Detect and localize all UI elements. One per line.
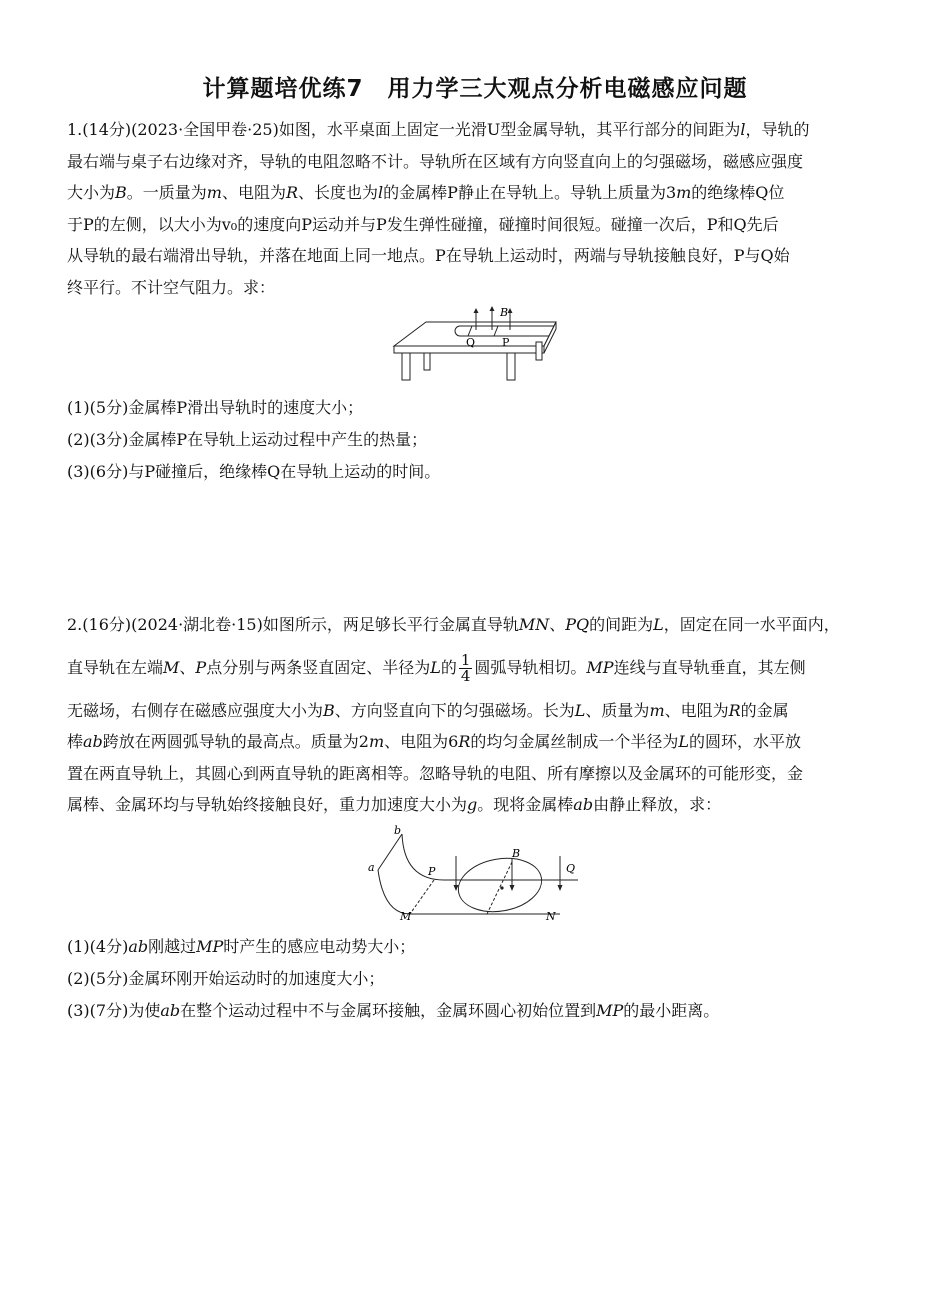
q2-sub-1: (1)(4分)ab刚越过MP时产生的感应电动势大小； xyxy=(67,937,416,956)
arrow-head xyxy=(510,885,515,891)
arrow-head xyxy=(474,308,479,313)
q1-line-4: 于P的左侧，以大小为v₀的速度向P运动并与P发生弹性碰撞，碰撞时间很短。碰撞一次后，P和Q先后 xyxy=(67,214,779,234)
q2-line-3: 无磁场，右侧存在磁感应强度大小为B、方向竖直向下的匀强磁场。长为L、质量为m、电阻为R的金属 xyxy=(67,700,789,720)
label-b: b xyxy=(394,824,402,837)
q2-line-4: 棒ab跨放在两圆弧导轨的最高点。质量为2m、电阻为6R的均匀金属丝制成一个半径为L的圆环，水平放 xyxy=(67,732,802,751)
arrow-head xyxy=(454,885,459,891)
q2-line-5: 置在两直导轨上，其圆心到两直导轨的距离相等。忽略导轨的电阻、所有摩擦以及金属环的可能形变，金 xyxy=(67,763,804,783)
arc-rail-front xyxy=(378,870,410,914)
label-b: B xyxy=(500,306,509,319)
q1-line-2: 最右端与桌子右边缘对齐，导轨的电阻忽略不计。导轨所在区域有方向竖直向上的匀强磁场，磁感应强度 xyxy=(67,151,804,171)
q2-line-1: 2.(16分)(2024·湖北卷·15)如图所示，两足够长平行金属直导轨MN、PQ的间距为L，固定在同一水平面内， xyxy=(67,615,840,634)
fraction-quarter: $\frac{1}{4}$ xyxy=(460,650,471,685)
q1-line-6: 终平行。不计空气阻力。求： xyxy=(67,277,276,297)
label-q: Q xyxy=(566,862,576,875)
q2-stem xyxy=(67,609,883,821)
ring-dashed xyxy=(486,862,512,916)
label-a: a xyxy=(368,861,375,874)
table-leg xyxy=(507,353,515,380)
label-field-b: B xyxy=(512,847,521,860)
q1-sub-2: (2)(3分)金属棒P在导轨上运动过程中产生的热量； xyxy=(67,430,428,449)
q1-figure xyxy=(388,302,563,384)
q1-line-1: 1.(14分)(2023·全国甲卷·25)如图，水平桌面上固定一光滑U型金属导轨，其平行部分的间距为l，导轨的 xyxy=(67,120,810,139)
label-m: M xyxy=(400,910,412,923)
q1-sub-3: (3)(6分)与P碰撞后，绝缘棒Q在导轨上运动的时间。 xyxy=(67,462,441,481)
label-p: P xyxy=(428,865,436,878)
q1-line-5: 从导轨的最右端滑出导轨，并落在地面上同一地点。P在导轨上运动时，两端与导轨接触良好，P与Q始 xyxy=(67,246,790,265)
line-mp xyxy=(410,880,434,914)
ring-center xyxy=(500,886,503,889)
q2-sub-2: (2)(5分)金属环刚开始运动时的加速度大小； xyxy=(67,969,385,988)
table-leg xyxy=(402,353,410,380)
q1-sub-1: (1)(5分)金属棒P滑出导轨时的速度大小； xyxy=(67,398,364,417)
arrow-head xyxy=(508,308,513,313)
metal-ring xyxy=(454,852,546,918)
table-leg xyxy=(536,342,542,360)
q1-stem xyxy=(67,114,883,303)
label-q: Q xyxy=(466,336,476,349)
q1-line-3: 大小为B。一质量为m、电阻为R、长度也为l的金属棒P静止在导轨上。导轨上质量为3m的绝缘棒Q位 xyxy=(67,183,785,202)
q2-sub-3: (3)(7分)为使ab在整个运动过程中不与金属环接触，金属环圆心初始位置到MP的最小距离。 xyxy=(67,1001,720,1020)
arrow-head xyxy=(490,306,495,311)
table-leg xyxy=(424,353,430,370)
label-p: P xyxy=(502,336,510,349)
arrow-head xyxy=(558,885,563,891)
q2-line-6: 属棒、金属环均与导轨始终接触良好，重力加速度大小为g。现将金属棒ab由静止释放，求： xyxy=(67,795,722,814)
label-n: N xyxy=(546,910,556,923)
q2-figure xyxy=(364,822,586,924)
rod-ab xyxy=(378,834,402,870)
page-title: 计算题培优练7 用力学三大观点分析电磁感应问题 xyxy=(202,76,748,102)
q2-line-2: 直导轨在左端M、P点分别与两条竖直固定、半径为L的 $\frac{1}{4}$ 圆弧导轨相切。MP连线与直导轨垂直，其左侧 xyxy=(67,650,806,685)
arc-rail-back xyxy=(402,834,444,880)
